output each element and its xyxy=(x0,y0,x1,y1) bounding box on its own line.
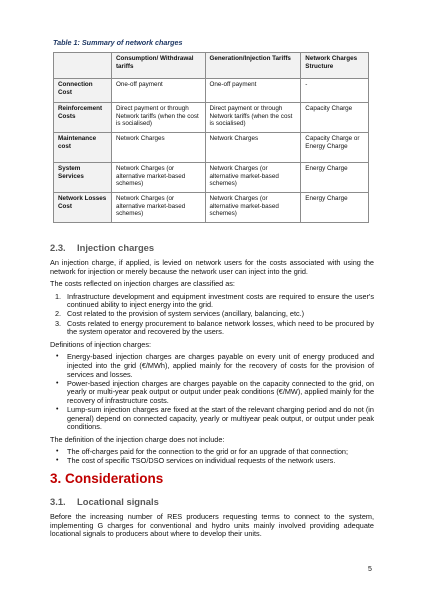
table-cell: Capacity Charge xyxy=(301,103,369,133)
table-cell: One-off payment xyxy=(111,79,205,103)
table-caption: Table 1: Summary of network charges xyxy=(53,38,183,47)
table-cell: Energy Charge xyxy=(301,163,369,193)
section-number: 2.3. xyxy=(50,242,66,253)
bullet-list xyxy=(50,448,374,466)
list-item-text: The off-charges paid for the connection to the grid or for an upgrade of that connection; xyxy=(67,447,348,457)
row-header-cell: Connection Cost xyxy=(54,79,112,103)
list-marker: 2. xyxy=(55,309,62,319)
row-header-cell: Maintenance cost xyxy=(54,133,112,163)
list-item xyxy=(50,380,374,406)
section-number: 3.1. xyxy=(50,495,66,507)
table-cell: Network Charges (or alternative market-based schemes) xyxy=(111,163,205,193)
section-title: Injection charges xyxy=(77,242,155,253)
paragraph: The costs reflected on injection charges are classified as: xyxy=(50,279,235,289)
list-item-text: Cost related to the provision of system services (ancillary, balancing, etc.) xyxy=(67,309,305,319)
chapter-heading-considerations: 3. Considerations xyxy=(50,470,164,486)
row-header-cell: System Services xyxy=(54,163,112,193)
table-header-cell: Consumption/ Withdrawal tariffs xyxy=(111,53,205,79)
list-marker: 3. xyxy=(55,318,62,328)
table-row xyxy=(54,193,369,223)
list-item-text: Energy-based injection charges are charges payable on every unit of energy produced and injected into the grid (€/MWh), applied mainly for the recovery of costs for the provision of services and losses. xyxy=(67,352,374,379)
list-item-text: Infrastructure development and equipment investment costs are required to ensure the user's continued ability to inject energy into the grid. xyxy=(67,291,374,310)
table-cell: Network Charges xyxy=(111,133,205,163)
table-cell: One-off payment xyxy=(205,79,301,103)
table-header-cell: Generation/Injection Tariffs xyxy=(205,53,301,79)
section-title: Locational signals xyxy=(77,495,159,507)
paragraph: An injection charge, if applied, is levied on network users for the costs associated with using the network for injection or merely because the network user can inject into the grid. xyxy=(50,258,374,276)
table-cell: Capacity Charge or Energy Charge xyxy=(301,133,369,163)
table-cell: Direct payment or through Network tariffs (when the cost is socialised) xyxy=(205,103,301,133)
list-item xyxy=(50,406,374,432)
list-item-text: Costs related to energy procurement to balance network losses, which need to be procured by the system operator and recovered by the users. xyxy=(67,318,374,337)
table-header-row xyxy=(54,53,369,79)
paragraph: Before the increasing number of RES producers requesting terms to connect to the system, implementing G charges for conventional and hydro units mainly involved providing adequate locational signals to producers about where to develop their units. xyxy=(50,511,374,539)
page-number: 5 xyxy=(368,566,372,573)
table-cell: Network Charges (or alternative market-based schemes) xyxy=(205,163,301,193)
table-row xyxy=(54,79,369,103)
table-cell: Network Charges (or alternative market-based schemes) xyxy=(111,193,205,223)
network-charges-table xyxy=(53,52,369,223)
bullet-marker: • xyxy=(56,457,59,465)
table-cell: - xyxy=(301,79,369,103)
table-header-cell: Network Charges Structure xyxy=(301,53,369,79)
document-page xyxy=(50,38,374,543)
list-marker: 1. xyxy=(55,291,62,301)
bullet-marker: • xyxy=(56,448,59,456)
numbered-list xyxy=(50,293,374,337)
table-cell: Energy Charge xyxy=(301,193,369,223)
bullet-marker: • xyxy=(56,353,59,361)
table-row xyxy=(54,103,369,133)
table-cell: Network Charges (or alternative market-based schemes) xyxy=(205,193,301,223)
bullet-marker: • xyxy=(56,379,59,387)
list-item-text: Power-based injection charges are charges payable on the capacity connected to the grid, on yearly or multi-year peak output or output under peak conditions (€/MW), applied mainly for the recovery of infrastructure costs. xyxy=(67,378,374,405)
section-heading-injection-charges xyxy=(50,242,374,253)
list-item xyxy=(50,457,374,466)
list-item xyxy=(50,320,374,337)
table-row xyxy=(54,163,369,193)
table-cell: Direct payment or through Network tariffs (when the cost is socialised) xyxy=(111,103,205,133)
list-item-text: The cost of specific TSO/DSO services on individual requests of the network users. xyxy=(67,456,336,466)
table-row xyxy=(54,133,369,163)
paragraph: The definition of the injection charge does not include: xyxy=(50,434,225,444)
row-header-cell: Reinforcement Costs xyxy=(54,103,112,133)
row-header-cell: Network Losses Cost xyxy=(54,193,112,223)
paragraph: Definitions of injection charges: xyxy=(50,339,151,349)
section-heading-locational-signals xyxy=(50,496,374,507)
list-item-text: Lump-sum injection charges are fixed at the start of the relevant charging period and do not (in general) depend on connected capacity, yearly or multiyear peak output, or output under peak conditions. xyxy=(67,404,374,432)
bullet-list xyxy=(50,353,374,431)
list-item xyxy=(50,293,374,310)
list-item xyxy=(50,353,374,379)
bullet-marker: • xyxy=(56,405,59,413)
table-header-cell xyxy=(54,53,112,79)
table-cell: Network Charges xyxy=(205,133,301,163)
